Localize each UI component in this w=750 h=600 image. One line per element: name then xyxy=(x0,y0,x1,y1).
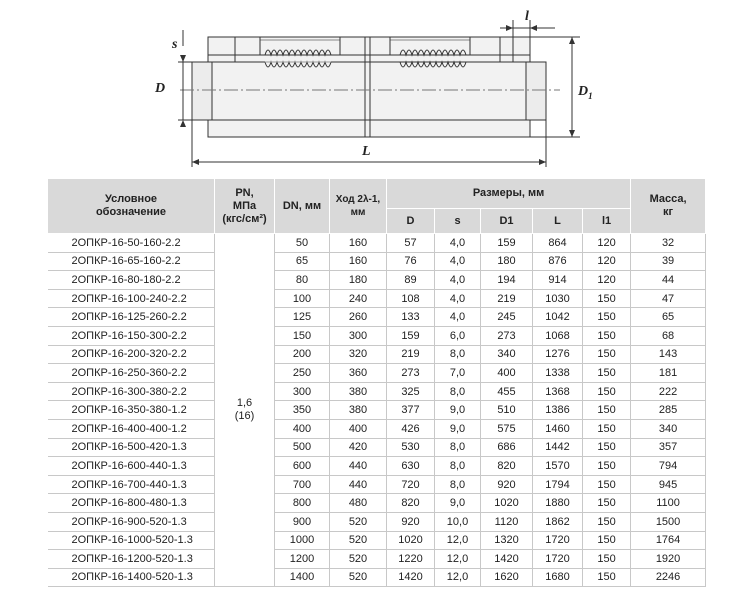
header-designation: Условное обозначение xyxy=(48,179,215,234)
table-cell: 6,0 xyxy=(435,326,481,345)
table-cell: 245 xyxy=(481,308,533,327)
table-row xyxy=(48,326,706,345)
table-body xyxy=(48,234,706,587)
table-cell: 2ОПКР-16-800-480-1.3 xyxy=(48,494,215,513)
header-s: s xyxy=(435,209,481,234)
table-cell: 350 xyxy=(275,401,330,420)
table-cell: 150 xyxy=(583,401,631,420)
table-cell: 150 xyxy=(583,494,631,513)
table-cell: 47 xyxy=(631,289,706,308)
table-cell: 2ОПКР-16-350-380-1.2 xyxy=(48,401,215,420)
table-cell: 377 xyxy=(387,401,435,420)
header-dimensions: Размеры, мм xyxy=(387,179,631,209)
table-cell: 400 xyxy=(481,364,533,383)
table-row xyxy=(48,568,706,587)
table-cell: 8,0 xyxy=(435,457,481,476)
table-cell: 1276 xyxy=(533,345,583,364)
table-cell: 1460 xyxy=(533,419,583,438)
table-cell: 150 xyxy=(583,326,631,345)
table-cell: 380 xyxy=(330,401,387,420)
table-cell: 1862 xyxy=(533,512,583,531)
table-cell: 1680 xyxy=(533,568,583,587)
table-cell: 945 xyxy=(631,475,706,494)
table-cell: 150 xyxy=(583,419,631,438)
table-cell: 150 xyxy=(583,568,631,587)
table-cell: 1720 xyxy=(533,531,583,550)
table-cell: 2246 xyxy=(631,568,706,587)
table-cell: 1400 xyxy=(275,568,330,587)
table-cell: 260 xyxy=(330,308,387,327)
table-cell: 340 xyxy=(481,345,533,364)
table-cell: 285 xyxy=(631,401,706,420)
table-cell: 2ОПКР-16-200-320-2.2 xyxy=(48,345,215,364)
table-cell: 4,0 xyxy=(435,234,481,253)
table-cell: 181 xyxy=(631,364,706,383)
compensator-drawing xyxy=(0,0,750,178)
table-cell: 1720 xyxy=(533,550,583,569)
table-row xyxy=(48,289,706,308)
table-cell: 150 xyxy=(583,308,631,327)
table-cell: 194 xyxy=(481,271,533,290)
table-cell: 1920 xyxy=(631,550,706,569)
table-cell: 159 xyxy=(481,234,533,253)
table-cell: 143 xyxy=(631,345,706,364)
table-cell: 1368 xyxy=(533,382,583,401)
table-cell: 65 xyxy=(631,308,706,327)
table-cell: 4,0 xyxy=(435,308,481,327)
table-cell: 65 xyxy=(275,252,330,271)
table-cell: 12,0 xyxy=(435,531,481,550)
table-cell: 300 xyxy=(330,326,387,345)
table-cell: 150 xyxy=(583,345,631,364)
table-cell: 520 xyxy=(330,568,387,587)
table-cell: 219 xyxy=(387,345,435,364)
table-cell: 800 xyxy=(275,494,330,513)
table-cell: 159 xyxy=(387,326,435,345)
label-L: L xyxy=(362,144,371,159)
table-cell: 2ОПКР-16-900-520-1.3 xyxy=(48,512,215,531)
table-cell: 630 xyxy=(387,457,435,476)
table-cell: 9,0 xyxy=(435,419,481,438)
table-cell: 2ОПКР-16-50-160-2.2 xyxy=(48,234,215,253)
table-cell: 340 xyxy=(631,419,706,438)
table-cell: 2ОПКР-16-1200-520-1.3 xyxy=(48,550,215,569)
table-cell: 240 xyxy=(330,289,387,308)
table-row xyxy=(48,364,706,383)
table-row xyxy=(48,531,706,550)
casing-outline xyxy=(208,37,530,137)
table-row xyxy=(48,475,706,494)
table-cell: 1420 xyxy=(481,550,533,569)
table-cell: 57 xyxy=(387,234,435,253)
table-cell: 520 xyxy=(330,512,387,531)
table-cell: 520 xyxy=(330,550,387,569)
pn-value-kgf: (16) xyxy=(234,410,255,423)
table-cell: 900 xyxy=(275,512,330,531)
table-cell: 32 xyxy=(631,234,706,253)
table-cell: 700 xyxy=(275,475,330,494)
table-cell: 1120 xyxy=(481,512,533,531)
table-cell: 150 xyxy=(583,364,631,383)
table-cell: 8,0 xyxy=(435,345,481,364)
table-cell: 8,0 xyxy=(435,438,481,457)
table-cell: 200 xyxy=(275,345,330,364)
pn-value xyxy=(215,234,275,587)
table-cell: 1764 xyxy=(631,531,706,550)
table-cell: 1200 xyxy=(275,550,330,569)
spec-table xyxy=(47,178,706,587)
table-cell: 273 xyxy=(481,326,533,345)
table-cell: 2ОПКР-16-700-440-1.3 xyxy=(48,475,215,494)
table-cell: 300 xyxy=(275,382,330,401)
table-cell: 1068 xyxy=(533,326,583,345)
header-l1: l1 xyxy=(583,209,631,234)
table-cell: 1620 xyxy=(481,568,533,587)
table-cell: 1420 xyxy=(387,568,435,587)
table-cell: 12,0 xyxy=(435,550,481,569)
table-cell: 1042 xyxy=(533,308,583,327)
table-cell: 68 xyxy=(631,326,706,345)
header-dn: DN, мм xyxy=(275,179,330,234)
header-mass: Масса, кг xyxy=(631,179,706,234)
table-cell: 2ОПКР-16-80-180-2.2 xyxy=(48,271,215,290)
table-cell: 1386 xyxy=(533,401,583,420)
table-row xyxy=(48,419,706,438)
table-cell: 150 xyxy=(583,438,631,457)
table-cell: 2ОПКР-16-100-240-2.2 xyxy=(48,289,215,308)
table-cell: 150 xyxy=(583,512,631,531)
table-cell: 320 xyxy=(330,345,387,364)
table-cell: 2ОПКР-16-1000-520-1.3 xyxy=(48,531,215,550)
label-D: D xyxy=(155,81,166,96)
header-pn: PN, МПа (кгс/см²) xyxy=(215,179,275,234)
table-cell: 2ОПКР-16-600-440-1.3 xyxy=(48,457,215,476)
table-cell: 9,0 xyxy=(435,494,481,513)
table-row xyxy=(48,271,706,290)
table-cell: 420 xyxy=(330,438,387,457)
table-cell: 2ОПКР-16-500-420-1.3 xyxy=(48,438,215,457)
header-stroke: Ход 2λ-1, мм xyxy=(330,179,387,234)
table-cell: 250 xyxy=(275,364,330,383)
label-D1: $D_1$ xyxy=(578,84,593,101)
table-cell: 133 xyxy=(387,308,435,327)
table-cell: 222 xyxy=(631,382,706,401)
table-cell: 7,0 xyxy=(435,364,481,383)
table-row xyxy=(48,308,706,327)
header-L: L xyxy=(533,209,583,234)
table-cell: 150 xyxy=(583,457,631,476)
table-cell: 9,0 xyxy=(435,401,481,420)
table-cell: 150 xyxy=(583,289,631,308)
table-cell: 325 xyxy=(387,382,435,401)
table-cell: 44 xyxy=(631,271,706,290)
table-cell: 8,0 xyxy=(435,475,481,494)
table-cell: 864 xyxy=(533,234,583,253)
table-cell: 1020 xyxy=(387,531,435,550)
table-row xyxy=(48,234,706,253)
table-cell: 120 xyxy=(583,234,631,253)
table-cell: 1320 xyxy=(481,531,533,550)
table-cell: 150 xyxy=(583,382,631,401)
table-cell: 2ОПКР-16-1400-520-1.3 xyxy=(48,568,215,587)
table-cell: 1794 xyxy=(533,475,583,494)
table-cell: 89 xyxy=(387,271,435,290)
table-cell: 720 xyxy=(387,475,435,494)
table-row xyxy=(48,512,706,531)
table-cell: 180 xyxy=(481,252,533,271)
table-cell: 8,0 xyxy=(435,382,481,401)
table-cell: 150 xyxy=(583,550,631,569)
table-cell: 50 xyxy=(275,234,330,253)
table-row xyxy=(48,252,706,271)
table-cell: 920 xyxy=(387,512,435,531)
table-cell: 820 xyxy=(387,494,435,513)
table-cell: 920 xyxy=(481,475,533,494)
pipe-right xyxy=(526,62,546,120)
pn-value-mpa: 1,6 xyxy=(236,397,253,410)
table-cell: 273 xyxy=(387,364,435,383)
table-cell: 440 xyxy=(330,457,387,476)
table-cell: 180 xyxy=(330,271,387,290)
table-cell: 1220 xyxy=(387,550,435,569)
table-cell: 1030 xyxy=(533,289,583,308)
table-cell: 1500 xyxy=(631,512,706,531)
table-row xyxy=(48,345,706,364)
table-cell: 4,0 xyxy=(435,289,481,308)
table-cell: 120 xyxy=(583,252,631,271)
table-cell: 500 xyxy=(275,438,330,457)
table-cell: 380 xyxy=(330,382,387,401)
table-cell: 1338 xyxy=(533,364,583,383)
table-cell: 1880 xyxy=(533,494,583,513)
table-cell: 360 xyxy=(330,364,387,383)
table-cell: 1020 xyxy=(481,494,533,513)
header-D1: D1 xyxy=(481,209,533,234)
table-cell: 455 xyxy=(481,382,533,401)
table-cell: 10,0 xyxy=(435,512,481,531)
table-row xyxy=(48,494,706,513)
pipe-left xyxy=(192,62,212,120)
table-cell: 400 xyxy=(330,419,387,438)
table-row xyxy=(48,457,706,476)
label-l: l xyxy=(525,9,529,24)
table-row xyxy=(48,401,706,420)
table-cell: 12,0 xyxy=(435,568,481,587)
table-cell: 4,0 xyxy=(435,271,481,290)
table-cell: 400 xyxy=(275,419,330,438)
table-row xyxy=(48,438,706,457)
header-D: D xyxy=(387,209,435,234)
table-cell: 1100 xyxy=(631,494,706,513)
table-row xyxy=(48,382,706,401)
table-cell: 2ОПКР-16-250-360-2.2 xyxy=(48,364,215,383)
table-cell: 600 xyxy=(275,457,330,476)
table-cell: 150 xyxy=(583,475,631,494)
table-cell: 820 xyxy=(481,457,533,476)
table-cell: 1000 xyxy=(275,531,330,550)
table-cell: 160 xyxy=(330,252,387,271)
table-cell: 686 xyxy=(481,438,533,457)
table-cell: 80 xyxy=(275,271,330,290)
label-s: s xyxy=(172,37,178,52)
table-cell: 108 xyxy=(387,289,435,308)
table-cell: 2ОПКР-16-150-300-2.2 xyxy=(48,326,215,345)
table-cell: 876 xyxy=(533,252,583,271)
table-cell: 480 xyxy=(330,494,387,513)
table-cell: 575 xyxy=(481,419,533,438)
table-cell: 150 xyxy=(275,326,330,345)
table-cell: 440 xyxy=(330,475,387,494)
table-cell: 357 xyxy=(631,438,706,457)
table-cell: 100 xyxy=(275,289,330,308)
table-cell: 510 xyxy=(481,401,533,420)
table-cell: 426 xyxy=(387,419,435,438)
table-cell: 2ОПКР-16-65-160-2.2 xyxy=(48,252,215,271)
table-cell: 914 xyxy=(533,271,583,290)
table-cell: 39 xyxy=(631,252,706,271)
table-cell: 1442 xyxy=(533,438,583,457)
table-cell: 2ОПКР-16-400-400-1.2 xyxy=(48,419,215,438)
table-row xyxy=(48,550,706,569)
table-cell: 4,0 xyxy=(435,252,481,271)
table-cell: 160 xyxy=(330,234,387,253)
table-cell: 76 xyxy=(387,252,435,271)
table-cell: 2ОПКР-16-125-260-2.2 xyxy=(48,308,215,327)
table-cell: 1570 xyxy=(533,457,583,476)
table-cell: 125 xyxy=(275,308,330,327)
table-cell: 150 xyxy=(583,531,631,550)
table-cell: 530 xyxy=(387,438,435,457)
table-cell: 219 xyxy=(481,289,533,308)
table-cell: 2ОПКР-16-300-380-2.2 xyxy=(48,382,215,401)
table-cell: 120 xyxy=(583,271,631,290)
table-cell: 520 xyxy=(330,531,387,550)
table-cell: 794 xyxy=(631,457,706,476)
